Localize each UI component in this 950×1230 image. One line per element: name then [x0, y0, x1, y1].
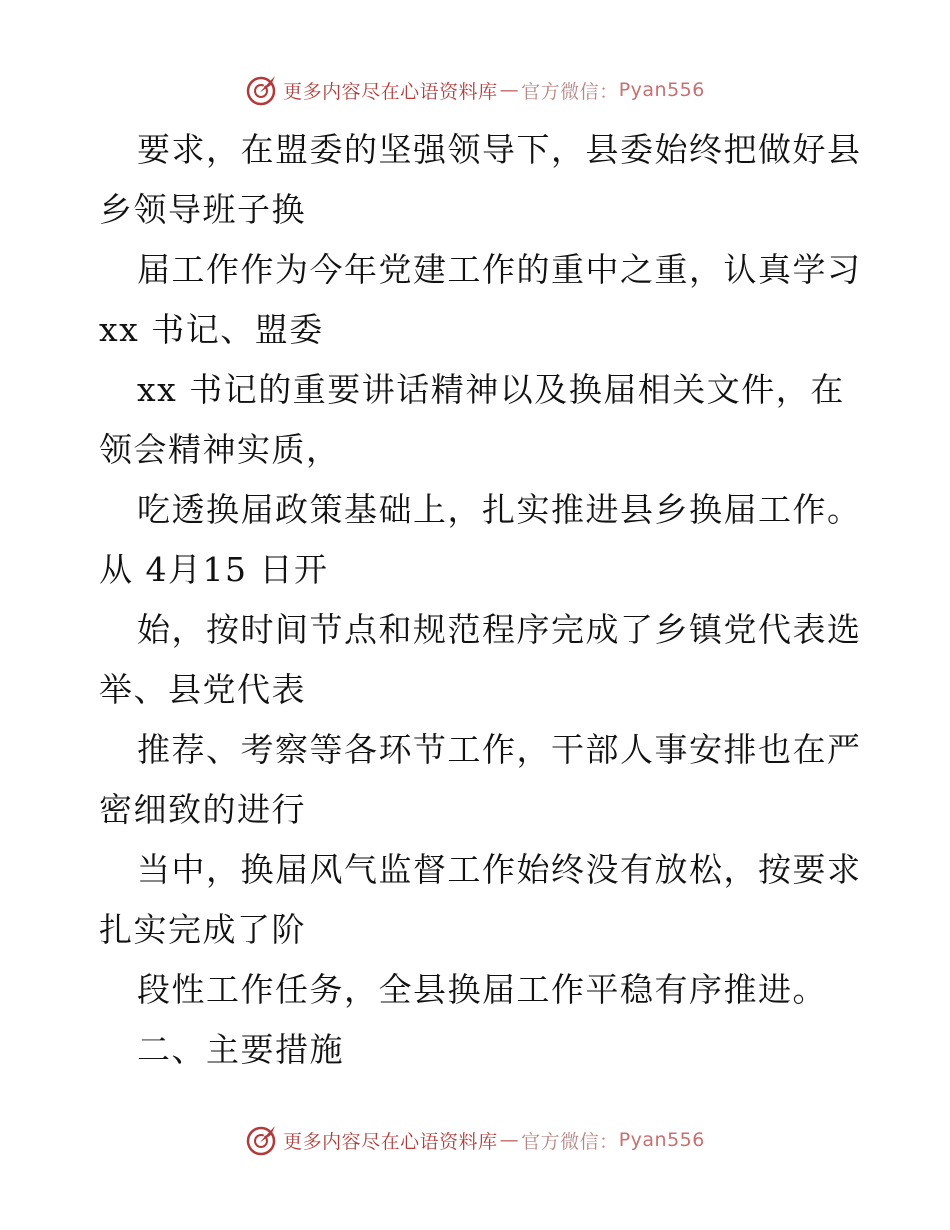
watermark-wechat-id: Pyan556: [618, 79, 705, 101]
text-line: 要求，在盟委的坚强领导下，县委始终把做好县: [137, 130, 862, 169]
watermark-main-text: 更多内容尽在心语资料库: [283, 1130, 498, 1153]
footer-watermark: [0, 1120, 950, 1160]
section-heading: 二、主要措施: [137, 1030, 344, 1069]
text-line: 密细致的进行: [99, 790, 306, 829]
document-body: [99, 120, 862, 1080]
text-line: xx 书记的重要讲话精神以及换届相关文件，在: [137, 370, 845, 409]
text-line: 始，按时间节点和规范程序完成了乡镇党代表选: [137, 610, 862, 649]
text-line: 段性工作任务，全县换届工作平稳有序推进。: [137, 970, 827, 1009]
quill-logo-icon: [245, 73, 279, 107]
text-line: 举、县党代表: [99, 670, 306, 709]
text-line: 届工作作为今年党建工作的重中之重，认真学习: [137, 250, 862, 289]
watermark-dash: —: [499, 1129, 520, 1151]
text-line: 当中，换届风气监督工作始终没有放松，按要求: [137, 850, 862, 889]
text-line: 乡领导班子换: [99, 190, 306, 229]
watermark-wechat-id: Pyan556: [618, 1129, 705, 1151]
watermark-main-text: 更多内容尽在心语资料库: [283, 80, 498, 103]
watermark-sub-text: 官方微信：: [521, 1130, 619, 1153]
text-line: 吃透换届政策基础上，扎实推进县乡换届工作。: [137, 490, 862, 529]
text-line: 从 4月15 日开: [99, 550, 329, 589]
text-line: 推荐、考察等各环节工作，干部人事安排也在严: [137, 730, 862, 769]
watermark-sub-text: 官方微信：: [521, 80, 619, 103]
watermark-dash: —: [499, 79, 520, 101]
header-watermark: [0, 70, 950, 110]
text-line: 扎实完成了阶: [99, 910, 306, 949]
text-line: xx 书记、盟委: [99, 310, 324, 349]
text-line: 领会精神实质，: [99, 430, 341, 469]
quill-logo-icon: [245, 1123, 279, 1157]
